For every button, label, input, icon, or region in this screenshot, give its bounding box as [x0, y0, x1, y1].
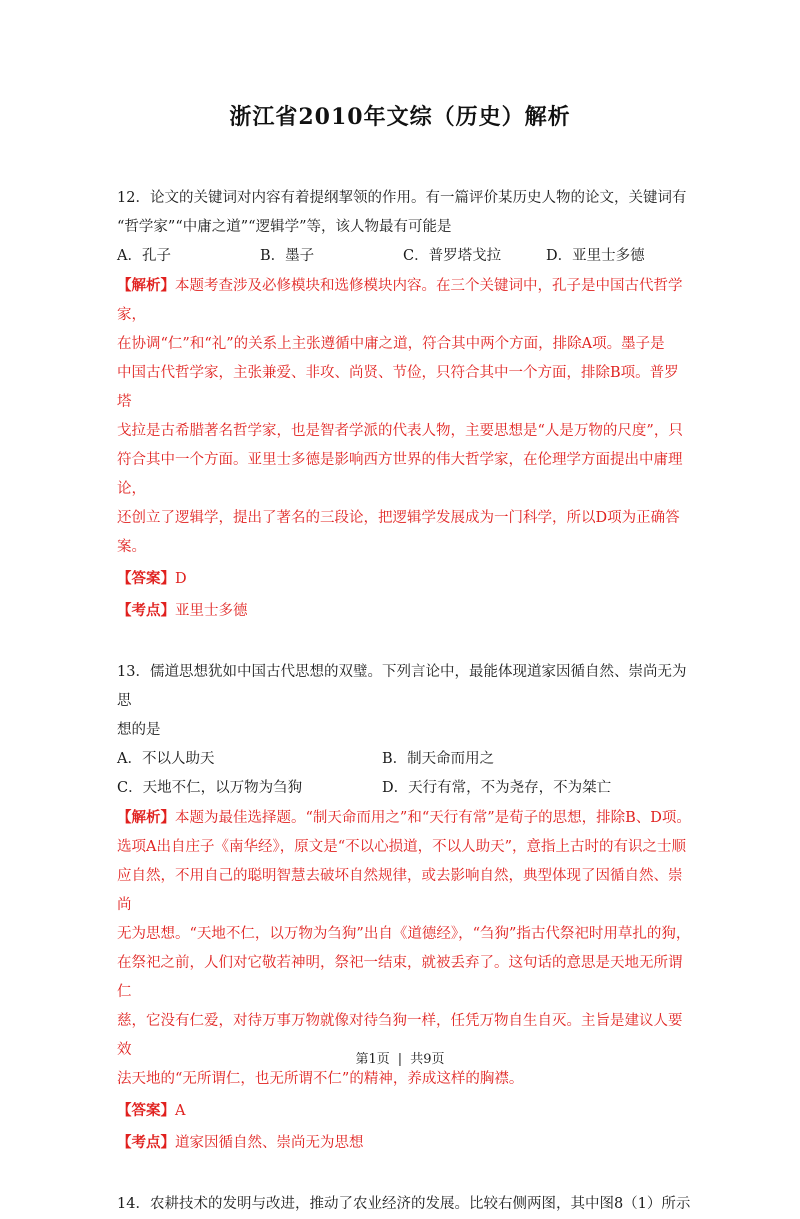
analysis-line: 符合其中一个方面。亚里士多德是影响西方世界的伟大哲学家，在伦理学方面提出中庸理论， [117, 452, 683, 497]
page-title: 浙江省2010年文综（历史）解析 [229, 104, 571, 130]
analysis-line: 本题考查涉及必修模块和选修模块内容。在三个关键词中，孔子是中国古代哲学家， [117, 278, 683, 323]
question-13 [117, 658, 693, 1158]
point-tag: 【考点】 [117, 602, 175, 619]
question-13-answer [117, 1096, 693, 1126]
question-12-line-1: 12．论文的关键词对内容有着提纲挈领的作用。有一篇评价某历史人物的论文，关键词有 [117, 190, 687, 206]
question-12-analysis [117, 271, 693, 562]
question-13-line-1: 13．儒道思想犹如中国古代思想的双璧。下列言论中，最能体现道家因循自然、崇尚无为思 [117, 664, 687, 709]
footer-separator: | [397, 1052, 403, 1067]
option-c: C．天地不仁，以万物为刍狗 [117, 780, 303, 796]
option-c: C．普罗塔戈拉 [403, 248, 502, 264]
question-14 [117, 1190, 693, 1219]
question-13-line-2: 想的是 [117, 722, 161, 738]
analysis-line: 在祭祀之前，人们对它敬若神明，祭祀一结束，就被丢弃了。这句话的意思是天地无所谓仁 [117, 955, 683, 1000]
question-12-options [117, 242, 693, 271]
page-number: 第1页 [355, 1052, 390, 1067]
point-tag: 【考点】 [117, 1134, 175, 1151]
analysis-line: 本题为最佳选择题。“制天命而用之”和“天行有常”是荀子的思想，排除B、D项。 [175, 810, 691, 826]
question-13-options-row-2 [117, 774, 693, 803]
analysis-tag: 【解析】 [117, 809, 175, 826]
option-b: B．墨子 [260, 248, 315, 264]
analysis-line: 在协调“仁”和“礼”的关系上主张遵循中庸之道，符合其中两个方面，排除A项。墨子是 [117, 336, 665, 352]
point-value: 道家因循自然、崇尚无为思想 [175, 1135, 364, 1151]
page-total: 共9页 [410, 1052, 445, 1067]
analysis-line: 戈拉是古希腊著名哲学家，也是智者学派的代表人物，主要思想是“人是万物的尺度”，只 [117, 423, 683, 439]
answer-tag: 【答案】 [117, 1102, 175, 1119]
question-12-line-2: “哲学家”“中庸之道”“逻辑学”等，该人物最有可能是 [117, 219, 452, 235]
question-13-point [117, 1128, 693, 1158]
analysis-line: 选项A出自庄子《南华经》，原文是“不以心损道，不以人助天”，意指上古时的有识之士顺 [117, 839, 687, 855]
point-value: 亚里士多德 [175, 603, 248, 619]
option-d: D．天行有常，不为尧存，不为桀亡 [382, 780, 612, 796]
option-a: A．不以人助天 [117, 751, 215, 767]
analysis-line: 应自然，不用自己的聪明智慧去破坏自然规律，或去影响自然，典型体现了因循自然、崇尚 [117, 868, 683, 913]
question-12-answer [117, 564, 693, 594]
analysis-tag: 【解析】 [117, 277, 175, 294]
analysis-line: 无为思想。“天地不仁，以万物为刍狗”出自《道德经》，“刍狗”指古代祭祀时用草扎的狗， [117, 926, 691, 942]
question-13-options-row-1 [117, 745, 693, 774]
analysis-line: 中国古代哲学家，主张兼爱、非攻、尚贤、节俭，只符合其中一个方面，排除B项。普罗塔 [117, 365, 679, 410]
page-footer [0, 1048, 800, 1067]
answer-tag: 【答案】 [117, 570, 175, 587]
analysis-line: 法天地的“无所谓仁，也无所谓不仁”的精神，养成这样的胸襟。 [117, 1071, 524, 1087]
option-a: A．孔子 [117, 248, 171, 264]
option-b: B．制天命而用之 [382, 751, 495, 767]
question-12 [117, 184, 693, 626]
question-12-point [117, 596, 693, 626]
analysis-line: 还创立了逻辑学，提出了著名的三段论，把逻辑学发展成为一门科学，所以D项为正确答案。 [117, 510, 680, 555]
answer-value: A [175, 1103, 186, 1119]
option-d: D．亚里士多德 [546, 248, 645, 264]
question-14-line-1: 14．农耕技术的发明与改进，推动了农业经济的发展。比较右侧两图，其中图8（1）所示 [117, 1196, 691, 1212]
answer-value: D [175, 571, 187, 587]
analysis-line: 慈，它没有仁爱，对待万事万物就像对待刍狗一样，任凭万物自生自灭。主旨是建议人要效 [117, 1013, 683, 1058]
